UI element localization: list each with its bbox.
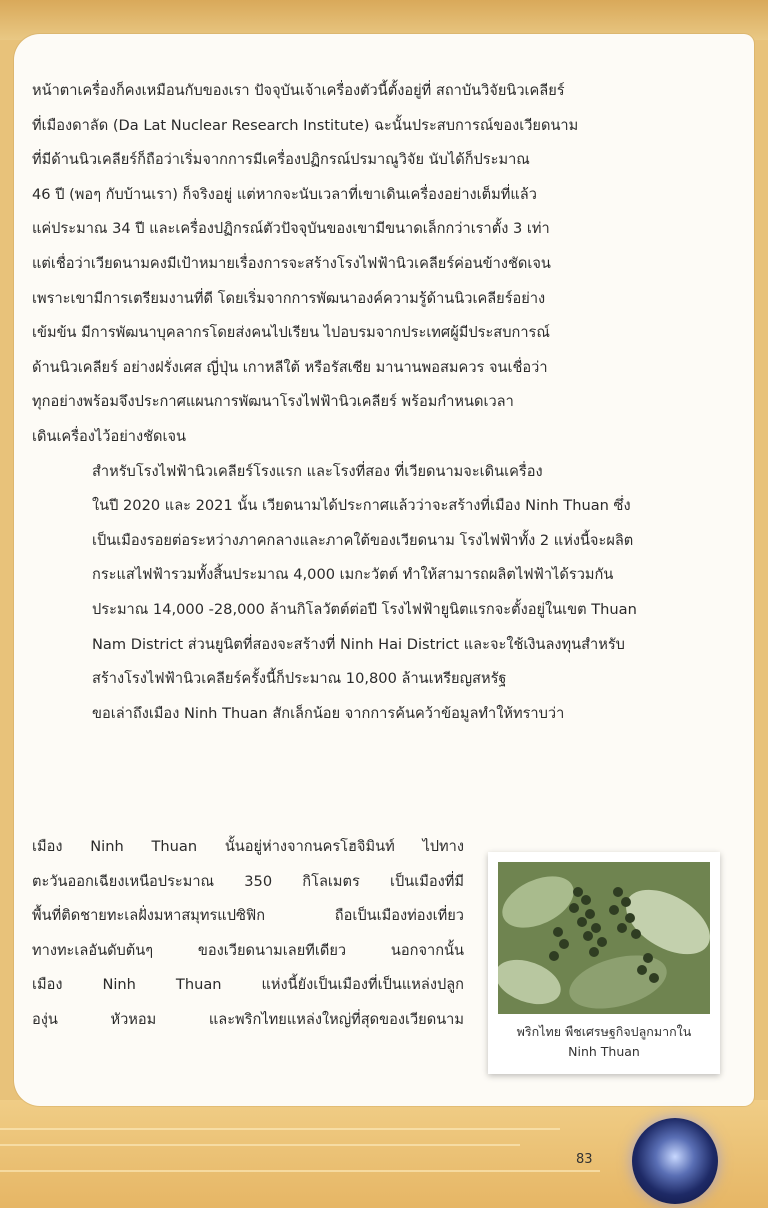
text-line: องุ่น หัวหอม และพริกไทยแหล่งใหญ่ที่สุดของเวียดนาม	[32, 1010, 464, 1028]
text-line: ประมาณ 14,000 -28,000 ล้านกิโลวัตต์ต่อปี โรงไฟฟ้ายูนิตแรกจะตั้งอยู่ในเขต Thuan	[92, 600, 637, 618]
text-line: ด้านนิวเคลียร์ อย่างฝรั่งเศส ญี่ปุ่น เกาหลีใต้ หรือรัสเซีย มานานพอสมควร จนเชื่อว่า	[32, 358, 548, 376]
body-text	[32, 74, 728, 731]
text-line: เดินเครื่องไว้อย่างชัดเจน	[32, 427, 186, 445]
text-line: ตะวันออกเฉียงเหนือประมาณ 350 กิโลเมตร เป็นเมืองที่มี	[32, 872, 464, 890]
text-line: ขอเล่าถึงเมือง Ninh Thuan สักเล็กน้อย จากการค้นคว้าข้อมูลทำให้ทราบว่า	[92, 704, 565, 722]
caption-line: Ninh Thuan	[568, 1044, 640, 1059]
text-line: ทุกอย่างพร้อมจึงประกาศแผนการพัฒนาโรงไฟฟ้านิวเคลียร์ พร้อมกำหนดเวลา	[32, 393, 514, 411]
paragraph-3	[32, 697, 728, 732]
text-line: แต่เชื่อว่าเวียดนามคงมีเป้าหมายเรื่องการจะสร้างโรงไฟฟ้านิวเคลียร์ค่อนข้างชัดเจน	[32, 254, 551, 272]
paragraph-3-continued	[32, 830, 464, 1038]
text-line: ที่มีด้านนิวเคลียร์ก็ถือว่าเริ่มจากการมีเครื่องปฏิกรณ์ปรมาณูวิจัย นับได้ก็ประมาณ	[32, 151, 530, 169]
pepper-plant-image	[498, 862, 710, 1014]
wrapped-paragraph	[32, 830, 464, 1038]
text-line: ที่เมืองดาลัด (Da Lat Nuclear Research Institute) ฉะนั้นประสบการณ์ของเวียดนาม	[32, 116, 579, 134]
text-line: เข้มข้น มีการพัฒนาบุคลากรโดยส่งคนไปเรียน ไปอบรมจากประเทศผู้มีประสบการณ์	[32, 324, 550, 342]
text-line: ทางทะเลอันดับต้นๆ ของเวียดนามเลยทีเดียว นอกจากนั้น	[32, 941, 464, 959]
paragraph-2	[32, 455, 728, 697]
text-line: พื้นที่ติดชายทะเลฝั่งมหาสมุทรแปซิฟิก ถือเป็นเมืองท่องเที่ยว	[32, 907, 464, 925]
text-line: Nam District ส่วนยูนิตที่สองจะสร้างที่ Ninh Hai District และจะใช้เงินลงทุนสำหรับ	[92, 635, 625, 653]
text-line: สร้างโรงไฟฟ้านิวเคลียร์ครั้งนี้ก็ประมาณ 10,800 ล้านเหรียญสหรัฐ	[92, 670, 507, 688]
text-line: เมือง Ninh Thuan แห่งนี้ยังเป็นเมืองที่เป็นแหล่งปลูก	[32, 976, 464, 994]
text-line: เพราะเขามีการเตรียมงานที่ดี โดยเริ่มจากการพัฒนาองค์ความรู้ด้านนิวเคลียร์อย่าง	[32, 289, 546, 307]
text-line: แค่ประมาณ 34 ปี และเครื่องปฏิกรณ์ตัวปัจจุบันของเขามีขนาดเล็กกว่าเราตั้ง 3 เท่า	[32, 220, 550, 238]
text-line: ในปี 2020 และ 2021 นั้น เวียดนามได้ประกาศแล้วว่าจะสร้างที่เมือง Ninh Thuan ซึ่ง	[92, 497, 631, 515]
figure-caption	[494, 1022, 714, 1062]
pepper-photo	[498, 862, 710, 1014]
caption-line: พริกไทย พืชเศรษฐกิจปลูกมากใน	[516, 1024, 692, 1039]
pepper-figure	[488, 852, 720, 1074]
text-line: 46 ปี (พอๆ กับบ้านเรา) ก็จริงอยู่ แต่หากจะนับเวลาที่เขาเดินเครื่องอย่างเต็มที่แล้ว	[32, 185, 537, 203]
decor-line	[0, 1170, 600, 1172]
decor-line	[0, 1128, 560, 1130]
decor-line	[0, 1144, 520, 1146]
text-line: เมือง Ninh Thuan นั้นอยู่ห่างจากนครโฮจิมินท์ ไปทาง	[32, 838, 464, 855]
page-number: 83	[576, 1152, 593, 1167]
text-line: กระแสไฟฟ้ารวมทั้งสิ้นประมาณ 4,000 เมกะวัตต์ ทำให้สามารถผลิตไฟฟ้าได้รวมกัน	[92, 566, 614, 584]
paragraph-1	[32, 74, 728, 455]
globe-emblem	[632, 1118, 718, 1204]
text-line: หน้าตาเครื่องก็คงเหมือนกับของเรา ปัจจุบันเจ้าเครื่องตัวนี้ตั้งอยู่ที่ สถาบันวิจัยนิวเคลียร์	[32, 82, 565, 99]
text-line: สำหรับโรงไฟฟ้านิวเคลียร์โรงแรก และโรงที่สอง ที่เวียดนามจะเดินเครื่อง	[92, 462, 543, 480]
text-line: เป็นเมืองรอยต่อระหว่างภาคกลางและภาคใต้ของเวียดนาม โรงไฟฟ้าทั้ง 2 แห่งนี้จะผลิต	[92, 531, 634, 549]
